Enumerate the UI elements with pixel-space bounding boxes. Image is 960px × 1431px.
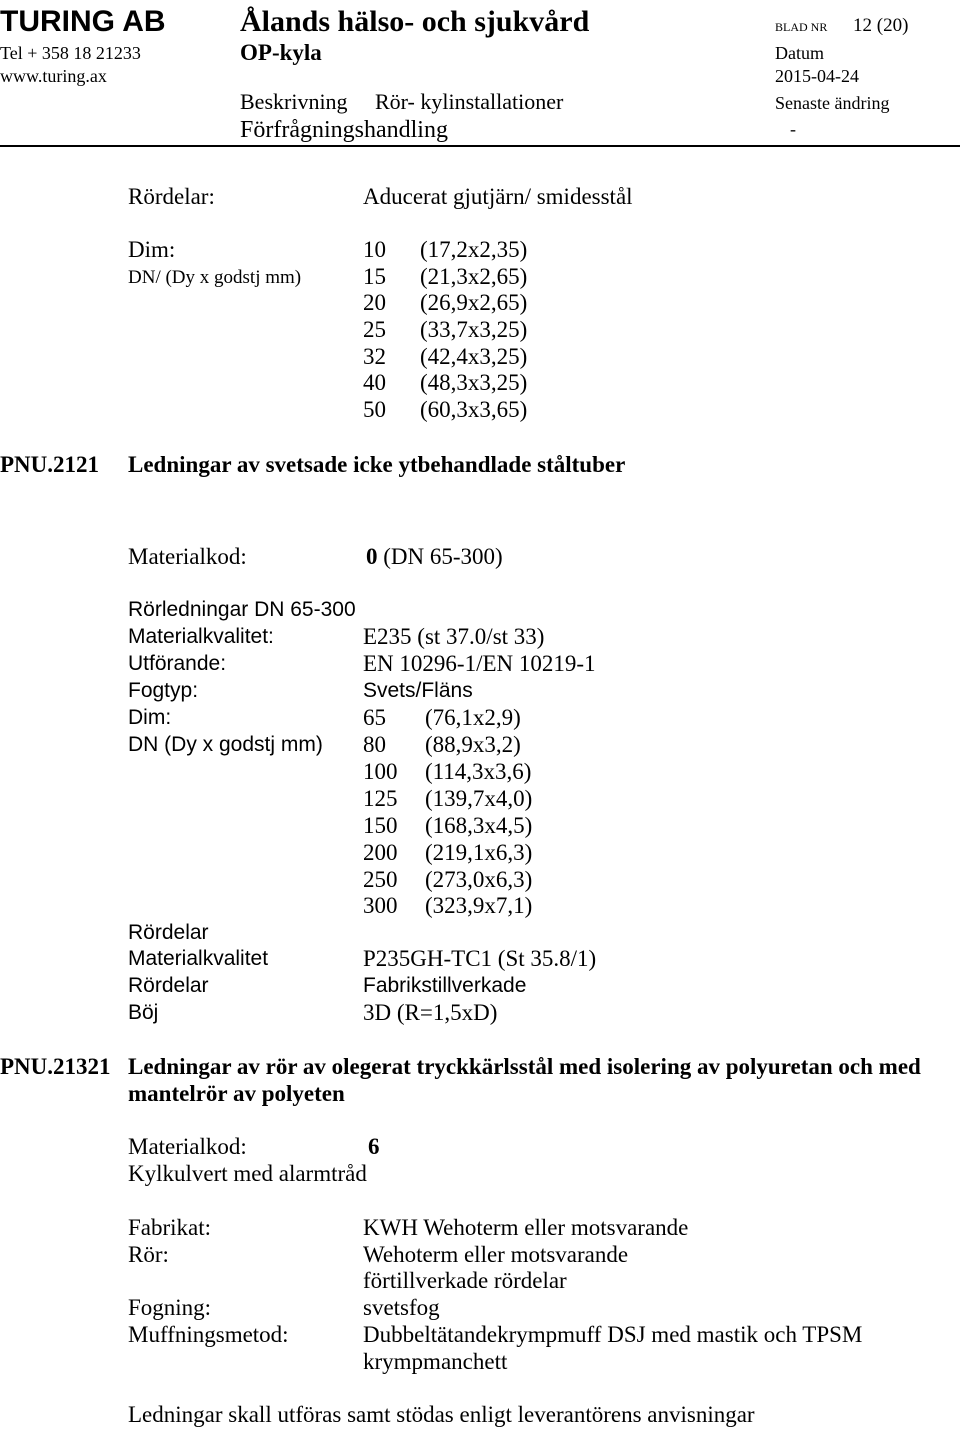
dim-dn: 40 (363, 370, 386, 395)
fittings-value: Fabrikstillverkade (363, 974, 527, 997)
dim-size: (114,3x3,6) (425, 759, 532, 784)
company-name: TURING AB (0, 5, 166, 38)
material-code-label: Materialkod: (128, 544, 247, 569)
fittings-label: Rördelar (128, 974, 209, 997)
pipes-heading: Rörledningar DN 65-300 (128, 598, 356, 621)
document-type: Förfrågningshandling (240, 117, 448, 143)
dim-dn: 32 (363, 344, 386, 369)
culvert-description: Kylkulvert med alarmtråd (128, 1161, 367, 1186)
quality-value: E235 (st 37.0/st 33) (363, 624, 545, 649)
manufacturer-label: Fabrikat: (128, 1215, 212, 1240)
dim-dn: 125 (363, 786, 398, 811)
joining-label: Fogning: (128, 1295, 212, 1320)
section-code: PNU.21321 (0, 1054, 111, 1079)
page-number-value: 12 (20) (853, 15, 909, 36)
dim-dn: 150 (363, 813, 398, 838)
date-label: Datum (775, 43, 824, 63)
fittings-heading: Rördelar (128, 921, 209, 944)
fittings-label: Rördelar: (128, 184, 215, 209)
material-code-value: 0 (366, 544, 378, 569)
dim-size: (21,3x2,65) (420, 264, 528, 289)
fittings-quality-label: Materialkvalitet (128, 947, 269, 970)
dn-label: DN/ (Dy x godstj mm) (128, 267, 302, 288)
company-website: www.turing.ax (0, 66, 107, 86)
dim-dn: 15 (363, 264, 386, 289)
joint-value: Svets/Fläns (363, 679, 473, 702)
execution-value: EN 10296-1/EN 10219-1 (363, 651, 596, 676)
bend-value: 3D (R=1,5xD) (363, 1000, 498, 1025)
dim-label: Dim: (128, 237, 176, 262)
dim-size: (168,3x4,5) (425, 813, 533, 838)
sleeve-label: Muffningsmetod: (128, 1322, 289, 1347)
client-name: Ålands hälso- och sjukvård (240, 5, 590, 38)
pipe-value-fittings: förtillverkade rördelar (363, 1268, 567, 1293)
footer-note: Ledningar skall utföras samt stödas enligt leverantörens anvisningar (128, 1402, 755, 1427)
joint-label: Fogtyp: (128, 679, 199, 702)
material-code-range: (DN 65-300) (383, 544, 503, 569)
section-title: Ledningar av svetsade icke ytbehandlade ståltuber (128, 452, 626, 477)
dim-size: (48,3x3,25) (420, 370, 528, 395)
header-divider (0, 145, 960, 147)
date-value: 2015-04-24 (775, 66, 859, 86)
joining-value: svetsfog (363, 1295, 440, 1320)
section-title: Ledningar av rör av olegerat tryckkärlsstål med isolering av polyuretan och med mantelrör av polyeten (128, 1054, 921, 1106)
section-code: PNU.2121 (0, 452, 100, 477)
dim-dn: 80 (363, 732, 386, 757)
dim-dn: 300 (363, 893, 398, 918)
page-number-label: BLAD NR (775, 20, 828, 34)
execution-label: Utförande: (128, 652, 227, 675)
bend-label: Böj (128, 1001, 159, 1024)
dim-size: (42,4x3,25) (420, 344, 528, 369)
dim-dn: 50 (363, 397, 386, 422)
material-code-value: 6 (368, 1134, 380, 1159)
dim-dn: 65 (363, 705, 386, 730)
fittings-material: Aducerat gjutjärn/ smidesstål (363, 184, 633, 209)
fittings-quality-value: P235GH-TC1 (St 35.8/1) (363, 946, 597, 971)
dim-dn: 20 (363, 290, 386, 315)
project-name: OP-kyla (240, 40, 322, 65)
dim-label: Dim: (128, 706, 172, 729)
dim-size: (273,0x6,3) (425, 867, 533, 892)
dim-dn: 250 (363, 867, 398, 892)
dim-size: (60,3x3,65) (420, 397, 528, 422)
dim-size: (323,9x7,1) (425, 893, 533, 918)
sleeve-value: Dubbeltätandekrympmuff DSJ med mastik och TPSM krympmanchett (363, 1322, 863, 1374)
dim-size: (26,9x2,65) (420, 290, 528, 315)
dim-dn: 25 (363, 317, 386, 342)
dim-size: (139,7x4,0) (425, 786, 533, 811)
last-change-label: Senaste ändring (775, 93, 890, 113)
dim-size: (88,9x3,2) (425, 732, 521, 757)
pipe-label: Rör: (128, 1242, 169, 1267)
dn-label: DN (Dy x godstj mm) (128, 733, 323, 756)
dim-size: (219,1x6,3) (425, 840, 533, 865)
dim-size: (17,2x2,35) (420, 237, 528, 262)
material-code-label: Materialkod: (128, 1134, 247, 1159)
quality-label: Materialkvalitet: (128, 625, 274, 648)
dim-dn: 200 (363, 840, 398, 865)
last-change-value: - (790, 119, 796, 139)
dim-size: (33,7x3,25) (420, 317, 528, 342)
description-title: Rör- kylinstallationer (375, 89, 564, 114)
material-code-line (366, 543, 503, 570)
manufacturer-value: KWH Wehoterm eller motsvarande (363, 1215, 689, 1240)
description-label: Beskrivning (240, 89, 348, 114)
dim-dn: 100 (363, 759, 398, 784)
dim-dn: 10 (363, 237, 386, 262)
company-phone: Tel + 358 18 21233 (0, 43, 141, 63)
pipe-value: Wehoterm eller motsvarande (363, 1242, 629, 1267)
dim-size: (76,1x2,9) (425, 705, 521, 730)
